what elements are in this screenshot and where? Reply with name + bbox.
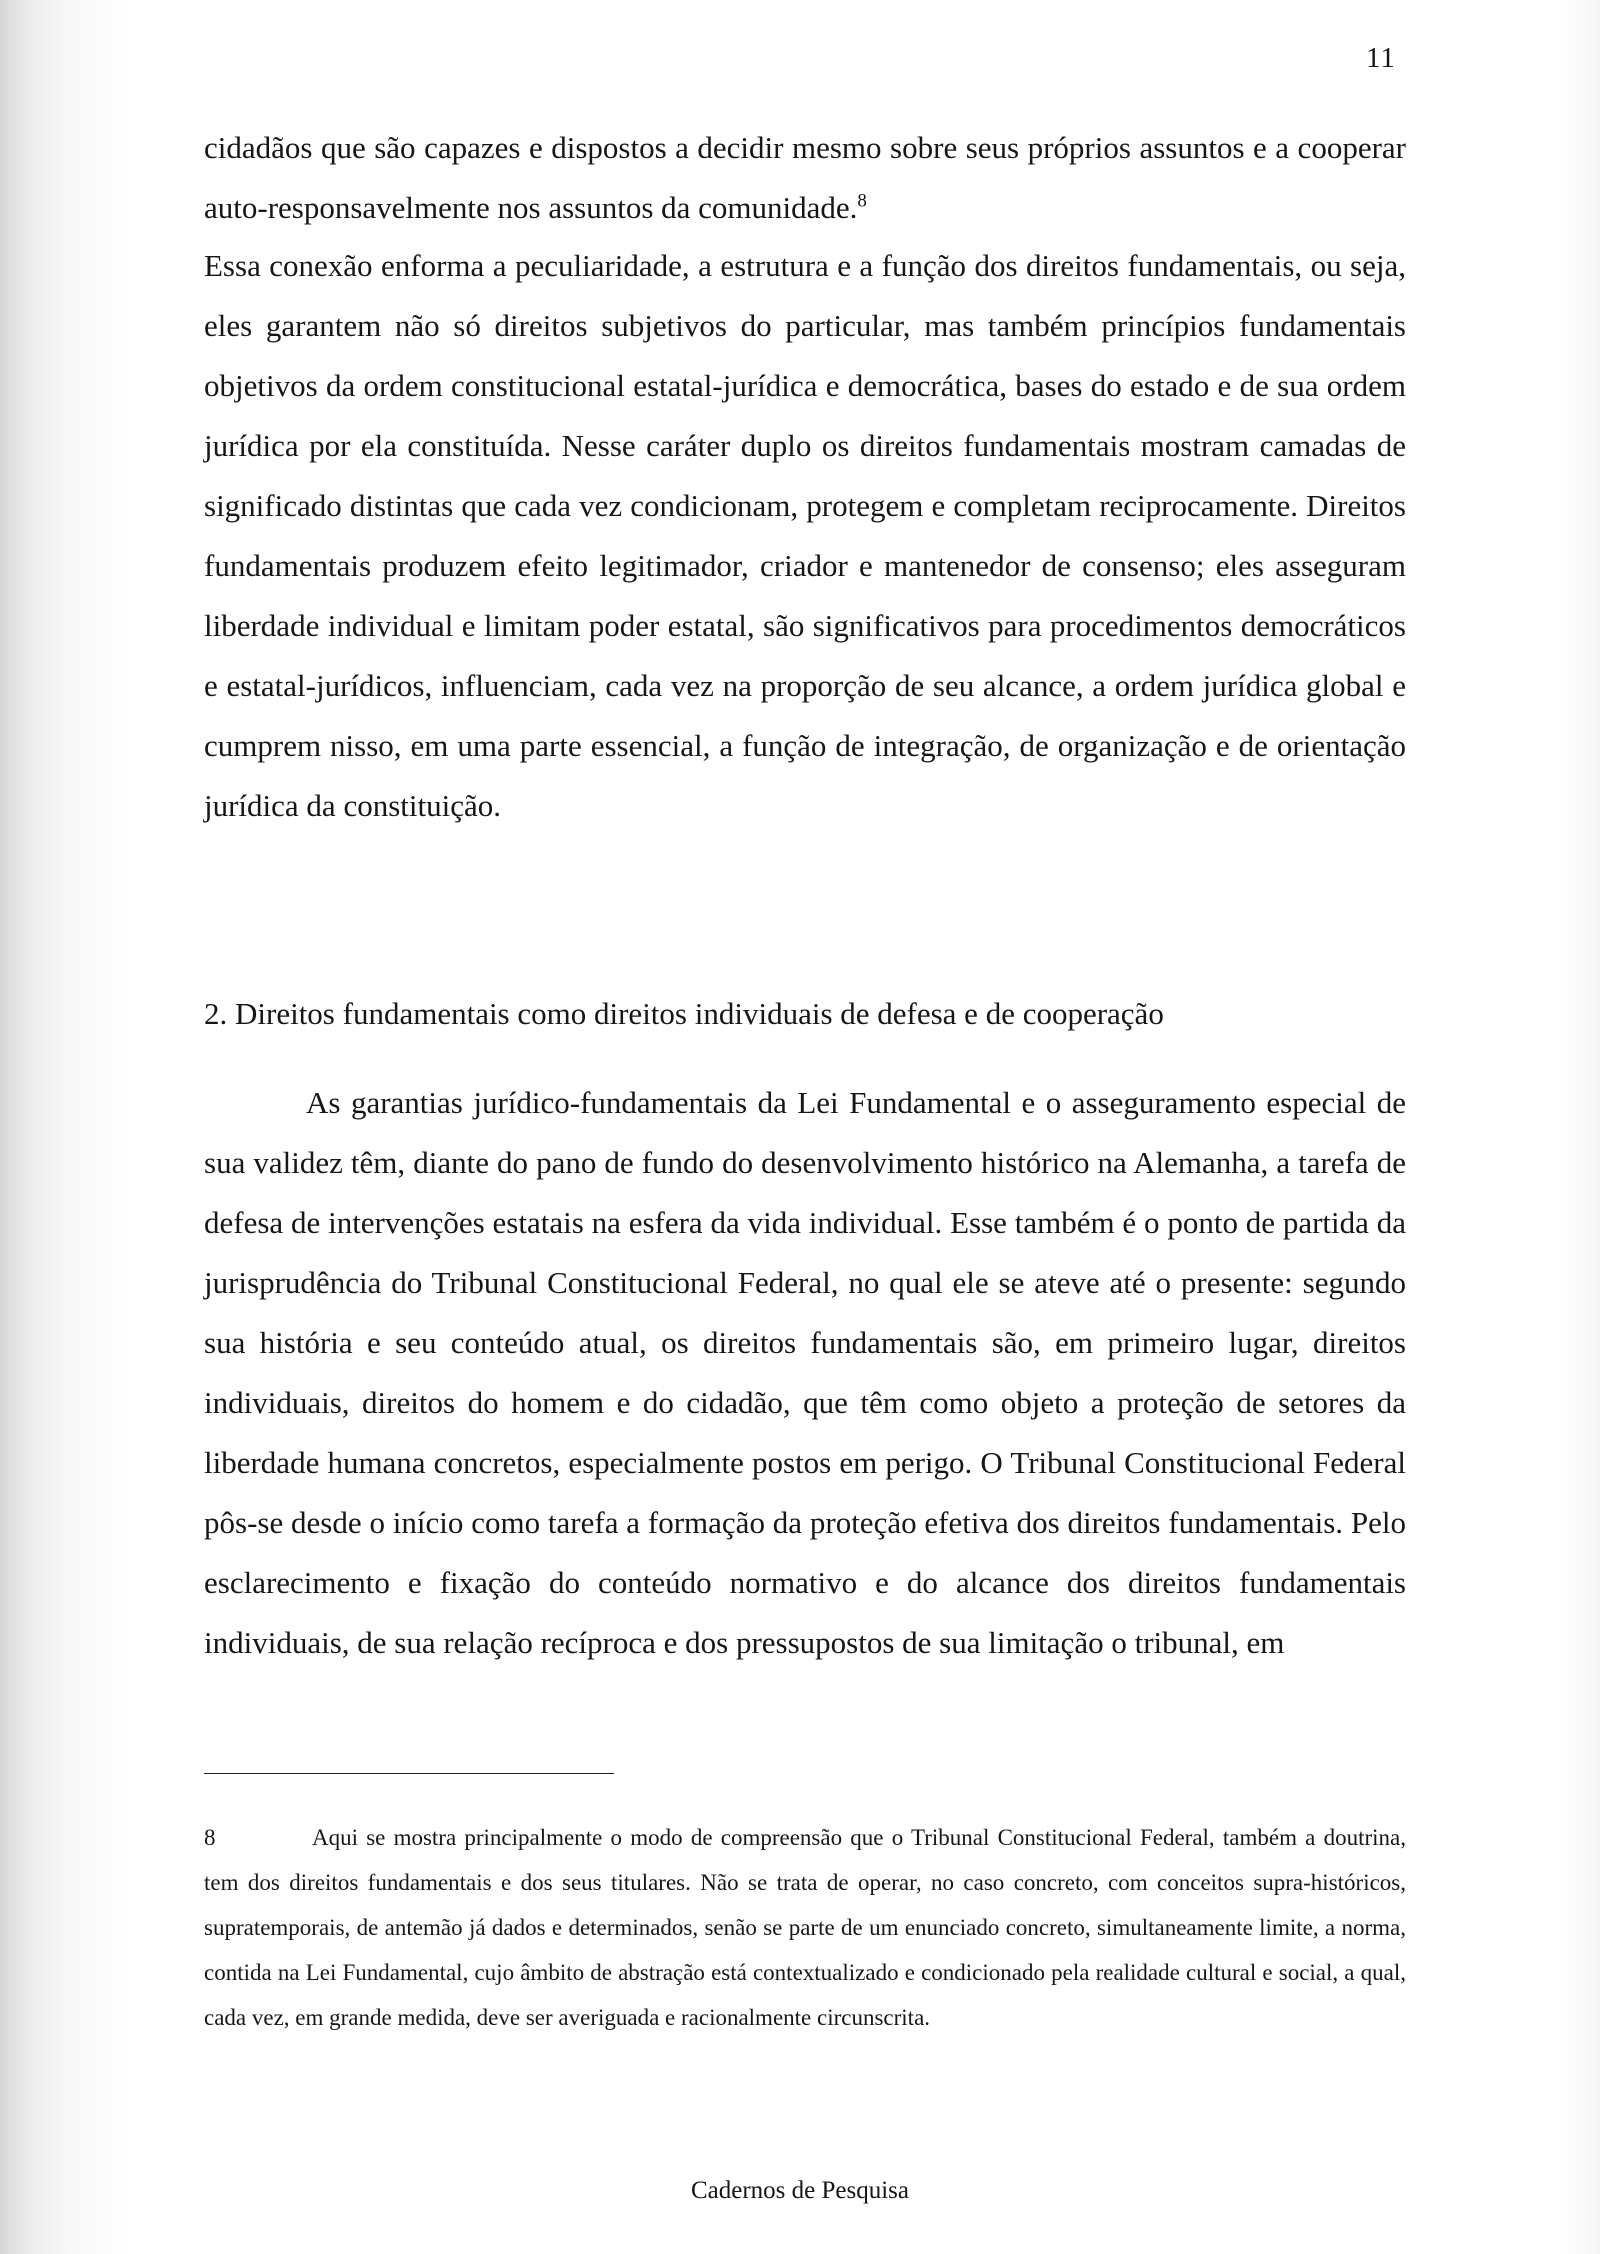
footnote-number: 8 — [204, 1825, 216, 1850]
paragraph-text: cidadãos que são capazes e dispostos a decidir mesmo sobre seus próprios assuntos e a cooperar auto-responsavelmente nos assuntos da comunidade. — [204, 130, 1406, 225]
paragraph-continuation — [204, 118, 1406, 238]
page-footer: Cadernos de Pesquisa — [690, 2177, 910, 2204]
page-number: 11 — [1366, 42, 1396, 74]
footnote-separator — [204, 1773, 614, 1774]
footnote-reference: 8 — [857, 190, 867, 212]
section-heading: 2. Direitos fundamentais como direitos individuais de defesa e de cooperação — [204, 996, 1164, 1031]
footnote — [204, 1815, 1406, 2040]
paragraph-dual-character: Essa conexão enforma a peculiaridade, a estrutura e a função dos direitos fundamentais, ou seja, eles garantem não só direitos subjetivos do particular, mas também princípios fundamentais objetivos da ordem constitucional estatal-jurídica e democrática, bases do estado e de sua ordem jurídica por ela constituída. Nesse caráter duplo os direitos fundamentais mostram camadas de significado distintas que cada vez condicionam, protegem e completam reciprocamente. Direitos fundamentais produzem efeito legitimador, criador e mantenedor de consenso; eles asseguram liberdade individual e limitam poder estatal, são significativos para procedimentos democráticos e estatal-jurídicos, influenciam, cada vez na proporção de seu alcance, a ordem jurídica global e cumprem nisso, em uma parte essencial, a função de integração, de organização e de orientação jurídica da constituição. — [204, 248, 1406, 823]
footnote-text: Aqui se mostra principalmente o modo de compreensão que o Tribunal Constitucional Federal, também a doutrina, tem dos direitos fundamentais e dos seus titulares. Não se trata de operar, no caso concreto, com conceitos supra-históricos, supratemporais, de antemão já dados e determinados, senão se parte de um enunciado concreto, simultaneamente limite, a norma, contida na Lei Fundamental, cujo âmbito de abstração está contextualizado e condicionado pela realidade cultural e social, a qual, cada vez, em grande medida, deve ser averiguada e racionalmente circunscrita. — [204, 1825, 1406, 2030]
paragraph-defense-rights: As garantias jurídico-fundamentais da Lei Fundamental e o asseguramento especial de sua validez têm, diante do pano de fundo do desenvolvimento histórico na Alemanha, a tarefa de defesa de intervenções estatais na esfera da vida individual. Esse também é o ponto de partida da jurisprudência do Tribunal Constitucional Federal, no qual ele se ateve até o presente: segundo sua história e seu conteúdo atual, os direitos fundamentais são, em primeiro lugar, direitos individuais, direitos do homem e do cidadão, que têm como objeto a proteção de setores da liberdade humana concretos, especialmente postos em perigo. O Tribunal Constitucional Federal pôs-se desde o início como tarefa a formação da proteção efetiva dos direitos fundamentais. Pelo esclarecimento e fixação do conteúdo normativo e do alcance dos direitos fundamentais individuais, de sua relação recíproca e dos pressupostos de sua limitação o tribunal, em — [204, 1085, 1406, 1660]
